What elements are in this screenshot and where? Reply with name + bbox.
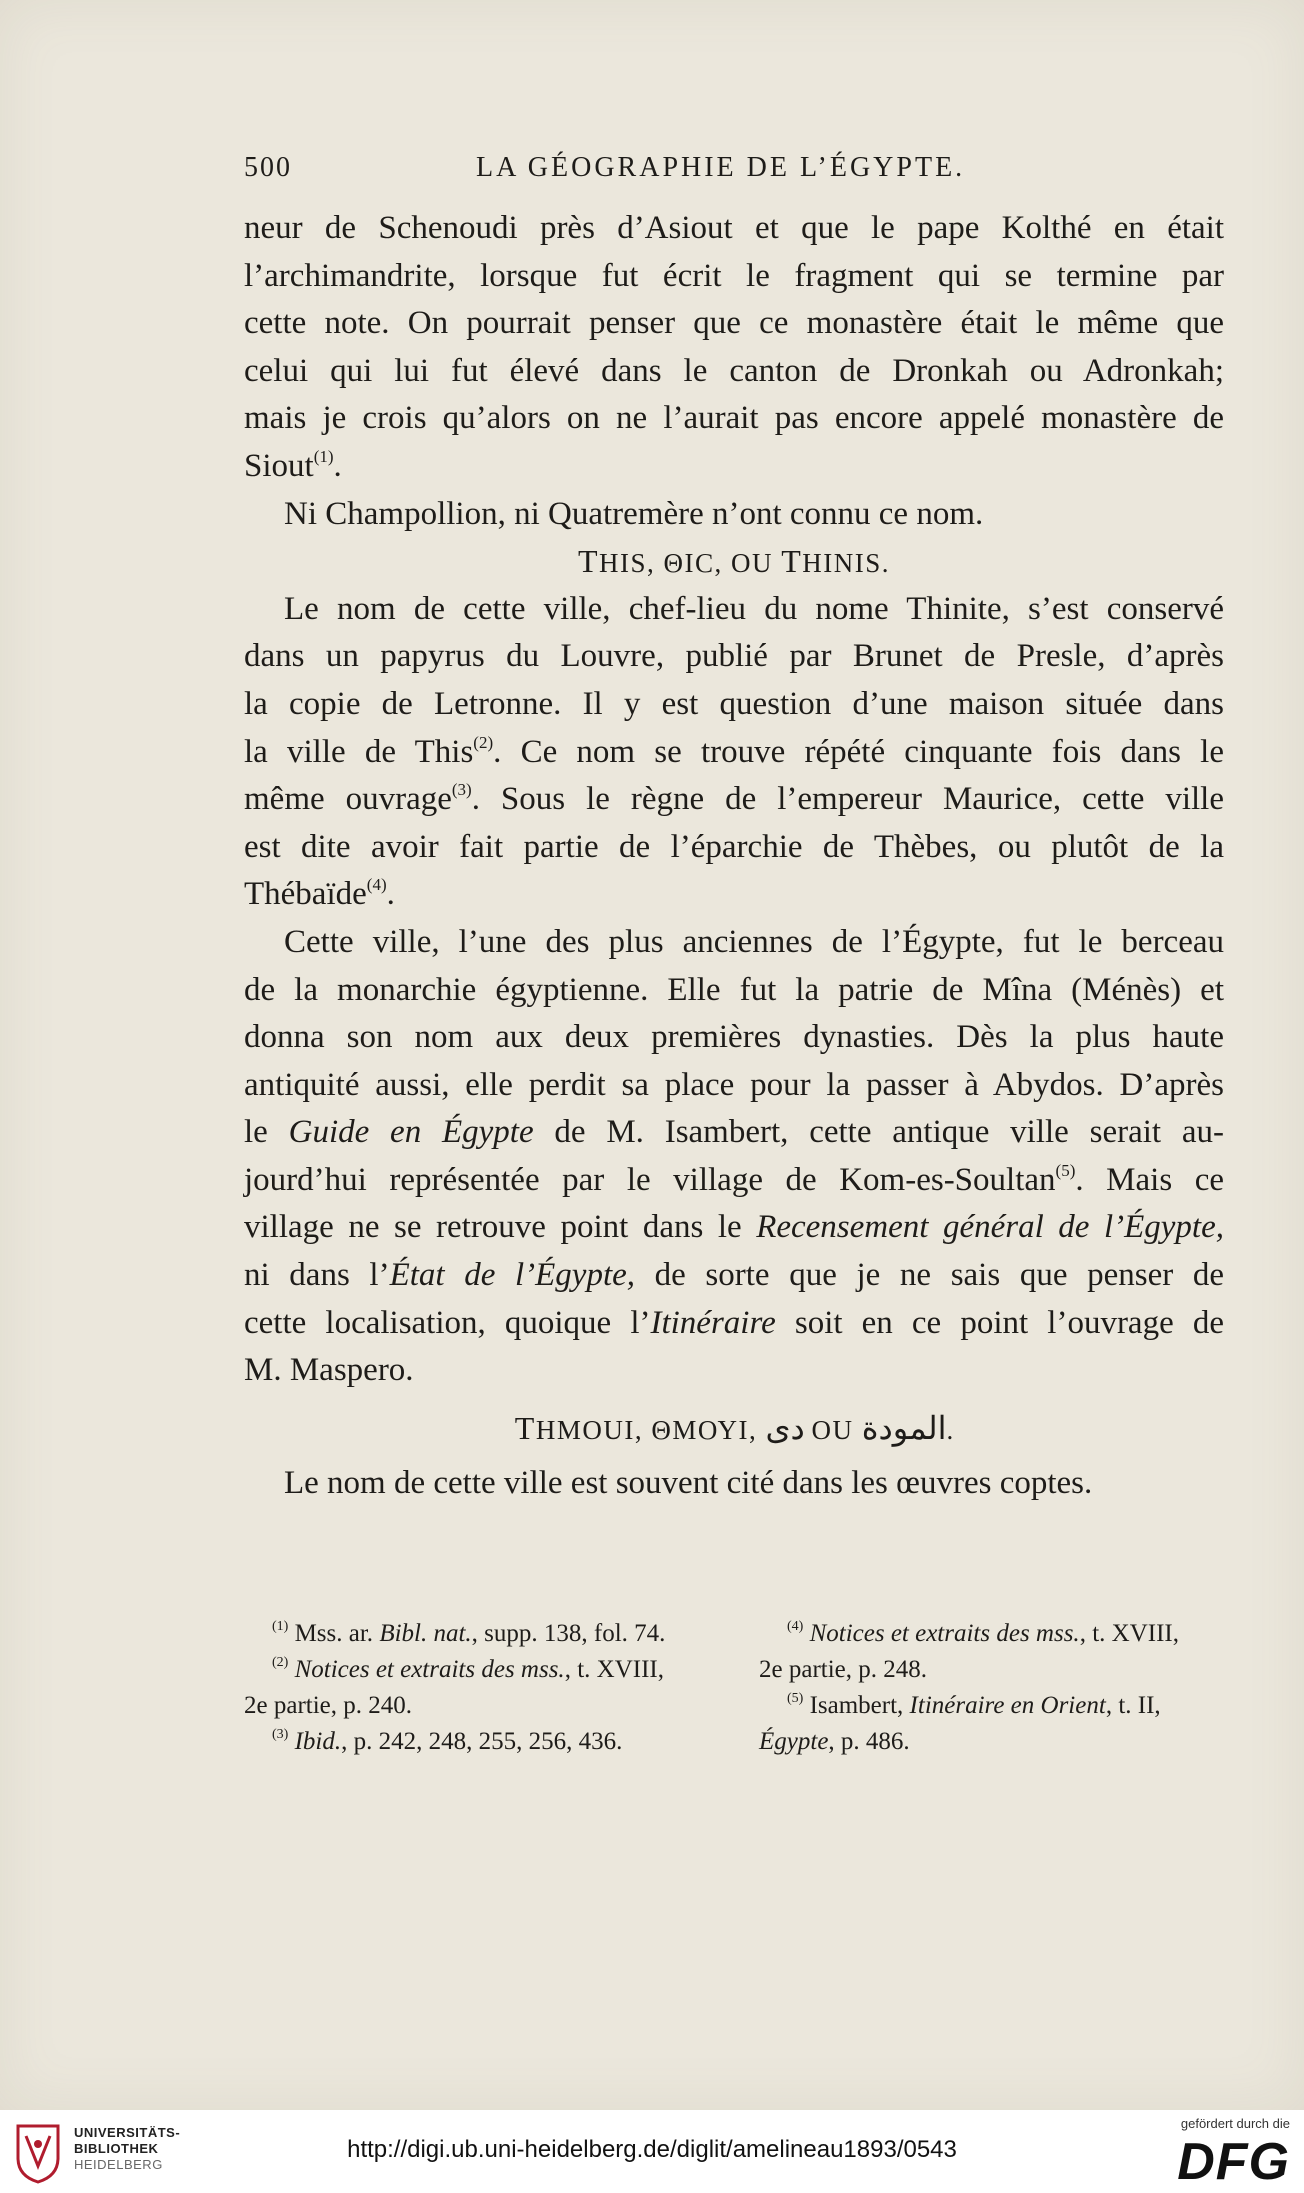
section-heading	[244, 1405, 1224, 1453]
footnote-1	[244, 1616, 714, 1652]
text-line: M. Maspero.	[244, 1352, 414, 1389]
text-line	[244, 1157, 1224, 1205]
heading-initial: T	[514, 1409, 536, 1446]
footnote-3	[244, 1724, 714, 1760]
text-run: , t. XVIII,	[1079, 1620, 1179, 1647]
text-line	[244, 1109, 1224, 1157]
text-run: Mss. ar.	[288, 1620, 380, 1647]
text-line: cette note. On pourrait penser que ce monastère était le même que	[244, 305, 1224, 342]
text-line: de la monarchie égyptienne. Elle fut la patrie de Mîna (Ménès) et	[244, 971, 1224, 1008]
text-line: antiquité aussi, elle perdit sa place pour la passer à Abydos. D’après	[244, 1066, 1224, 1103]
text-line: celui qui lui fut élevé dans le canton de Dronkah ou Adronkah;	[244, 352, 1224, 389]
italic-title: Guide en Égypte	[288, 1114, 534, 1151]
text-run: la ville de This	[244, 733, 474, 770]
section-heading	[244, 538, 1224, 586]
italic-title: Ibid.	[294, 1728, 342, 1755]
footnote-5-continued	[759, 1724, 1224, 1760]
text-run: ni dans l’	[244, 1257, 390, 1294]
permalink-url[interactable]: http://digi.ub.uni-heidelberg.de/diglit/amelineau1893/0543	[347, 2136, 957, 2163]
footer-bar	[0, 2110, 1304, 2193]
footnote-marker: (3)	[272, 1727, 289, 1742]
institution-name-line: UNIVERSITÄTS-	[74, 2125, 181, 2140]
institution-name-line: HEIDELBERG	[74, 2157, 163, 2172]
italic-title: Égypte	[759, 1728, 829, 1755]
text-run: .	[333, 447, 342, 484]
text-line	[244, 729, 1224, 777]
text-line: la copie de Letronne. Il y est question d’une maison située dans	[244, 685, 1224, 722]
heading-initial: T	[781, 543, 803, 580]
text-run: . Mais ce	[1075, 1161, 1224, 1198]
footnote-4-continued: 2e partie, p. 248.	[759, 1656, 928, 1683]
footnote-4	[759, 1616, 1224, 1652]
text-line	[244, 1204, 1224, 1252]
footnote-ref[interactable]: (5)	[1055, 1160, 1076, 1180]
text-line: dans un papyrus du Louvre, publié par Brunet de Presle, d’après	[244, 638, 1224, 675]
text-line: mais je crois qu’alors on ne l’aurait pas encore appelé monastère de	[244, 400, 1224, 437]
italic-title: Bibl. nat.	[379, 1620, 472, 1647]
institution-name-line: BIBLIOTHEK	[74, 2141, 159, 2156]
text-line: donna son nom aux deux premières dynasties. Dès la plus haute	[244, 1019, 1224, 1056]
text-run: . Sous le règne de l’empereur Maurice, cette ville	[471, 781, 1224, 818]
text-run: .	[386, 876, 395, 913]
heading-initial: T	[577, 543, 599, 580]
dfg-logo: DFG	[1177, 2133, 1290, 2191]
text-line: Cette ville, l’une des plus anciennes de l’Égypte, fut le berceau	[284, 923, 1224, 960]
heading-text: OU	[804, 1414, 862, 1445]
footnote-column-left	[244, 1616, 714, 1760]
running-title: LA GÉOGRAPHIE DE L’ÉGYPTE.	[476, 152, 966, 183]
footnote-ref[interactable]: (3)	[451, 780, 472, 800]
footnote-5	[759, 1688, 1224, 1724]
text-line	[244, 443, 1224, 491]
text-run: , t. II,	[1105, 1692, 1161, 1719]
footnote-ref[interactable]: (1)	[313, 446, 334, 466]
text-run: le	[244, 1114, 289, 1151]
text-run: , p. 242, 248, 255, 256, 436.	[341, 1728, 623, 1755]
text-run: village ne se retrouve point dans le	[244, 1209, 757, 1246]
footnote-marker: (2)	[272, 1655, 289, 1670]
italic-title: Notices et extraits des mss.	[294, 1656, 565, 1683]
text-run: jourd’hui représentée par le village de Kom-es-Soultan	[244, 1161, 1056, 1198]
footnote-column-right	[759, 1616, 1224, 1760]
text-line	[244, 776, 1224, 824]
heading-text: .	[946, 1414, 954, 1445]
text-run: même ouvrage	[244, 781, 452, 818]
footnote-ref[interactable]: (4)	[366, 875, 387, 895]
text-run: . Ce nom se trouve répété cinquante fois dans le	[493, 733, 1224, 770]
text-run: Siout	[244, 447, 314, 484]
text-line	[244, 1252, 1224, 1300]
italic-title: Recensement général de l’Égypte,	[756, 1209, 1224, 1246]
footnote-ref[interactable]: (2)	[473, 732, 494, 752]
text-run: , p. 486.	[828, 1728, 910, 1755]
arabic-name: المودة	[861, 1409, 947, 1446]
footnote-marker: (4)	[787, 1619, 804, 1634]
text-line: l’archimandrite, lorsque fut écrit le fragment qui se termine par	[244, 257, 1224, 294]
footnote-2-continued: 2e partie, p. 240.	[244, 1692, 413, 1719]
footnote-marker: (5)	[787, 1691, 804, 1706]
italic-title: Itinéraire en Orient	[909, 1692, 1106, 1719]
heading-text: HINIS.	[802, 548, 891, 579]
italic-title: Notices et extraits des mss.	[809, 1620, 1080, 1647]
arabic-name: دى	[765, 1409, 805, 1446]
text-line: Le nom de cette ville est souvent cité dans les œuvres coptes.	[284, 1465, 1093, 1502]
footnote-2	[244, 1652, 714, 1688]
heading-text: HMOUI, ΘΜΟΥΙ,	[535, 1414, 766, 1445]
text-line: Le nom de cette ville, chef-lieu du nome Thinite, s’est conservé	[284, 590, 1224, 627]
text-run: Thébaïde	[244, 876, 367, 913]
text-run: de sorte que je ne sais que penser de	[635, 1257, 1224, 1294]
text-line: Ni Champollion, ni Quatremère n’ont connu ce nom.	[284, 495, 984, 532]
text-line: est dite avoir fait partie de l’éparchie de Thèbes, ou plutôt de la	[244, 828, 1224, 865]
footnote-marker: (1)	[272, 1619, 289, 1634]
page-number: 500	[244, 152, 292, 183]
italic-title: Itinéraire	[650, 1304, 776, 1341]
body-text	[244, 205, 1224, 1508]
text-run: , t. XVIII,	[564, 1656, 664, 1683]
text-run: de M. Isambert, cette antique ville serait au-	[533, 1114, 1224, 1151]
italic-title: État de l’Égypte,	[389, 1257, 636, 1294]
text-run: soit en ce point l’ouvrage de	[775, 1304, 1224, 1341]
text-line: neur de Schenoudi près d’Asiout et que le pape Kolthé en était	[244, 210, 1224, 246]
text-line	[244, 1300, 1224, 1348]
sponsor-label: gefördert durch die	[1180, 2116, 1290, 2131]
text-line	[244, 871, 1224, 919]
heading-text: HIS, ΘΙϹ, OU	[598, 548, 782, 579]
text-run: , supp. 138, fol. 74.	[471, 1620, 666, 1647]
page-header	[244, 152, 1224, 192]
text-run: cette localisation, quoique l’	[244, 1304, 651, 1341]
text-run: Isambert,	[803, 1692, 910, 1719]
